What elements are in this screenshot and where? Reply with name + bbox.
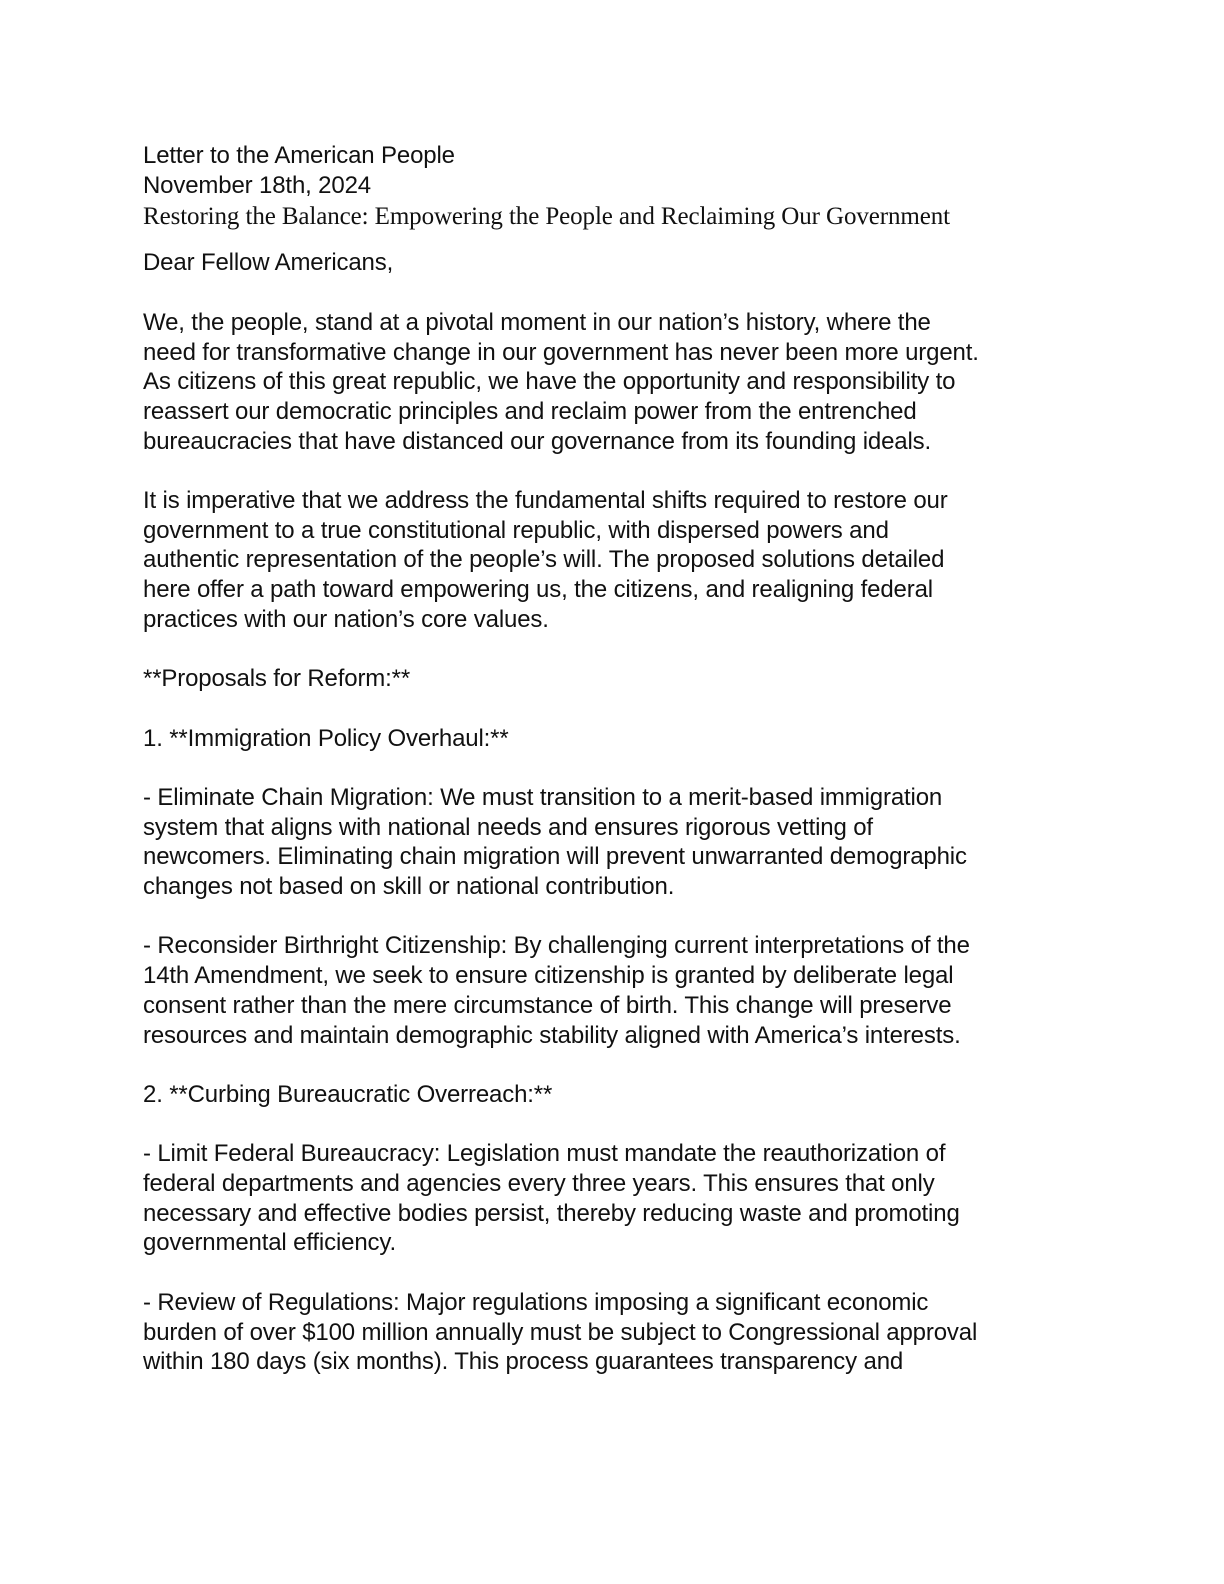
letter-subtitle: Restoring the Balance: Empowering the People and Reclaiming Our Government [143,203,950,231]
document-page [143,141,1103,1377]
letter-date: November 18th, 2024 [143,171,371,199]
salutation: Dear Fellow Americans, [143,249,394,277]
paragraph-line: - Review of Regulations: Major regulations imposing a significant economic [143,1288,929,1316]
paragraph-line: - Limit Federal Bureaucracy: Legislation must mandate the reauthorization of [143,1140,946,1168]
paragraph-line: bureaucracies that have distanced our governance from its founding ideals. [143,427,932,455]
paragraph-line: within 180 days (six months). This process guarantees transparency and [143,1348,904,1376]
paragraph-line: As citizens of this great republic, we have the opportunity and responsibility to [143,368,956,396]
paragraph-line: - Eliminate Chain Migration: We must transition to a merit-based immigration [143,783,943,811]
paragraph-line: government to a true constitutional republic, with dispersed powers and [143,516,889,544]
paragraph-line: 14th Amendment, we seek to ensure citizenship is granted by deliberate legal [143,962,954,990]
spacer [143,694,1103,724]
paragraph-line: need for transformative change in our government has never been more urgent. [143,338,979,366]
paragraph-line: here offer a path toward empowering us, the citizens, and realigning federal [143,576,933,604]
paragraph-line: system that aligns with national needs and ensures rigorous vetting of [143,813,873,841]
spacer [143,635,1103,665]
spacer [143,456,1103,486]
paragraph-line: necessary and effective bodies persist, thereby reducing waste and promoting [143,1199,960,1227]
paragraph-line: - Reconsider Birthright Citizenship: By challenging current interpretations of the [143,932,970,960]
spacer [143,1050,1103,1080]
intro-paragraph-1 [143,308,1103,457]
proposal-item-review-regulations [143,1288,1103,1377]
letter-title: Letter to the American People [143,142,455,169]
paragraph-line: resources and maintain demographic stability aligned with America’s interests. [143,1021,961,1049]
section-heading-bureaucracy: 2. **Curbing Bureaucratic Overreach:** [143,1080,553,1108]
spacer [143,753,1103,783]
paragraph-line: reassert our democratic principles and reclaim power from the entrenched [143,397,917,425]
proposal-item-limit-bureaucracy [143,1139,1103,1258]
spacer [143,278,1103,308]
paragraph-line: federal departments and agencies every three years. This ensures that only [143,1170,935,1198]
spacer [143,1110,1103,1140]
paragraph-line: It is imperative that we address the fundamental shifts required to restore our [143,487,948,514]
intro-paragraph-2 [143,486,1103,635]
section-heading-immigration: 1. **Immigration Policy Overhaul:** [143,724,509,752]
paragraph-line: governmental efficiency. [143,1229,396,1257]
proposal-item-birthright-citizenship [143,931,1103,1050]
paragraph-line: authentic representation of the people’s will. The proposed solutions detailed [143,546,945,574]
paragraph-line: We, the people, stand at a pivotal moment in our nation’s history, where the [143,308,931,336]
paragraph-line: newcomers. Eliminating chain migration will prevent unwarranted demographic [143,843,967,871]
spacer [143,902,1103,932]
paragraph-line: practices with our nation’s core values. [143,605,549,633]
spacer [143,1258,1103,1288]
paragraph-line: changes not based on skill or national contribution. [143,873,675,901]
paragraph-line: burden of over $100 million annually must be subject to Congressional approval [143,1318,978,1346]
paragraph-line: consent rather than the mere circumstance of birth. This change will preserve [143,991,952,1019]
proposals-heading: **Proposals for Reform:** [143,665,411,693]
proposal-item-chain-migration [143,783,1103,902]
